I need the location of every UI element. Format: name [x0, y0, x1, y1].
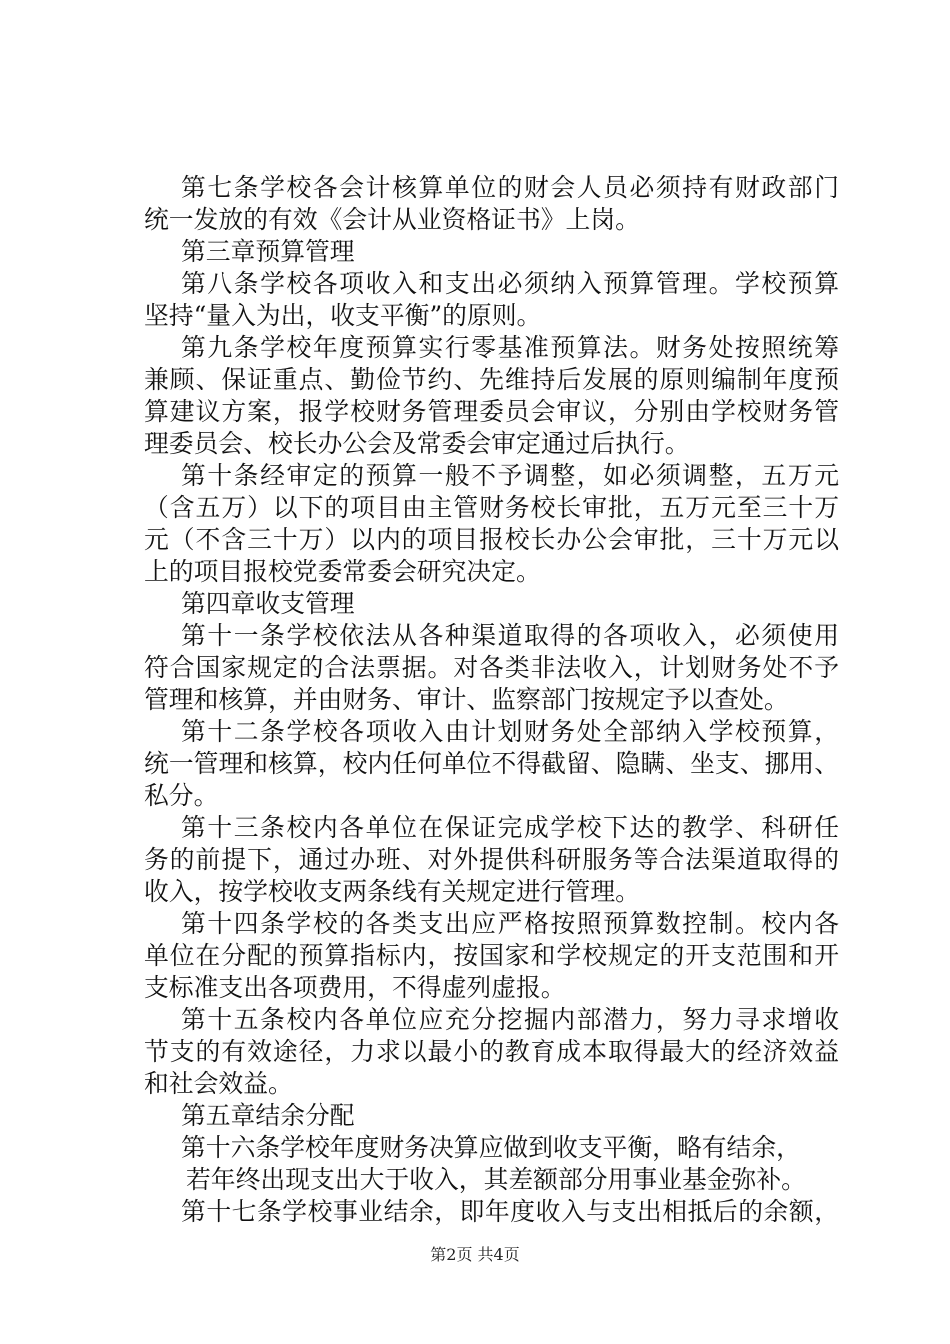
text-line: 统一发放的有效《会计从业资格证书》上岗。 [144, 205, 640, 234]
text-line: 第十二条学校各项收入由计划财务处全部纳入学校预算， [181, 717, 839, 746]
text-line: 管理和核算，并由财务、审计、监察部门按规定予以查处。 [144, 685, 789, 714]
text-line: 第十四条学校的各类支出应严格按照预算数控制。校内各 [181, 909, 839, 938]
text-line: 节支的有效途径，力求以最小的教育成本取得最大的经济效益 [144, 1037, 839, 1066]
text-line: 兼顾、保证重点、勤俭节约、先维持后发展的原则编制年度预 [144, 365, 839, 394]
text-line: 理委员会、校长办公会及常委会审定通过后执行。 [144, 429, 690, 458]
document-body [144, 172, 839, 1228]
text-line: （含五万）以下的项目由主管财务校长审批，五万元至三十万 [144, 493, 839, 522]
text-line: 第十条经审定的预算一般不予调整，如必须调整，五万元 [181, 461, 839, 490]
text-line: 若年终出现支出大于收入，其差额部分用事业基金弥补。 [186, 1165, 806, 1194]
text-line: 第四章收支管理 [181, 589, 355, 618]
text-line: 第三章预算管理 [181, 237, 355, 266]
text-line: 第十五条校内各单位应充分挖掘内部潜力，努力寻求增收 [181, 1005, 839, 1034]
page-footer: 第2页 共4页 [430, 1245, 520, 1264]
text-line: 第十一条学校依法从各种渠道取得的各项收入，必须使用 [181, 621, 839, 650]
text-line: 私分。 [144, 781, 219, 810]
text-line: 收入，按学校收支两条线有关规定进行管理。 [144, 877, 640, 906]
text-line: 第十三条校内各单位在保证完成学校下达的教学、科研任 [181, 813, 839, 842]
text-line: 符合国家规定的合法票据。对各类非法收入，计划财务处不予 [144, 653, 839, 682]
text-line: 单位在分配的预算指标内，按国家和学校规定的开支范围和开 [144, 941, 839, 970]
text-line: 和社会效益。 [144, 1069, 293, 1098]
text-line: 元（不含三十万）以内的项目报校长办公会审批，三十万元以 [144, 525, 839, 554]
text-line: 第十七条学校事业结余，即年度收入与支出相抵后的余额， [181, 1197, 839, 1226]
text-line: 第十六条学校年度财务决算应做到收支平衡，略有结余， [181, 1133, 801, 1162]
text-line: 务的前提下，通过办班、对外提供科研服务等合法渠道取得的 [144, 845, 839, 874]
text-line: 第五章结余分配 [181, 1101, 355, 1130]
text-line: 算建议方案，报学校财务管理委员会审议，分别由学校财务管 [144, 397, 839, 426]
text-line: 上的项目报校党委常委会研究决定。 [144, 557, 541, 586]
text-line: 统一管理和核算，校内任何单位不得截留、隐瞒、坐支、挪用、 [144, 749, 839, 778]
text-line: 支标准支出各项费用，不得虚列虚报。 [144, 973, 566, 1002]
text-line: 第九条学校年度预算实行零基准预算法。财务处按照统筹 [181, 333, 839, 362]
text-line: 第七条学校各会计核算单位的财会人员必须持有财政部门 [181, 173, 839, 202]
text-line: 坚持“量入为出，收支平衡”的原则。 [144, 301, 542, 330]
text-line: 第八条学校各项收入和支出必须纳入预算管理。学校预算 [181, 269, 839, 298]
